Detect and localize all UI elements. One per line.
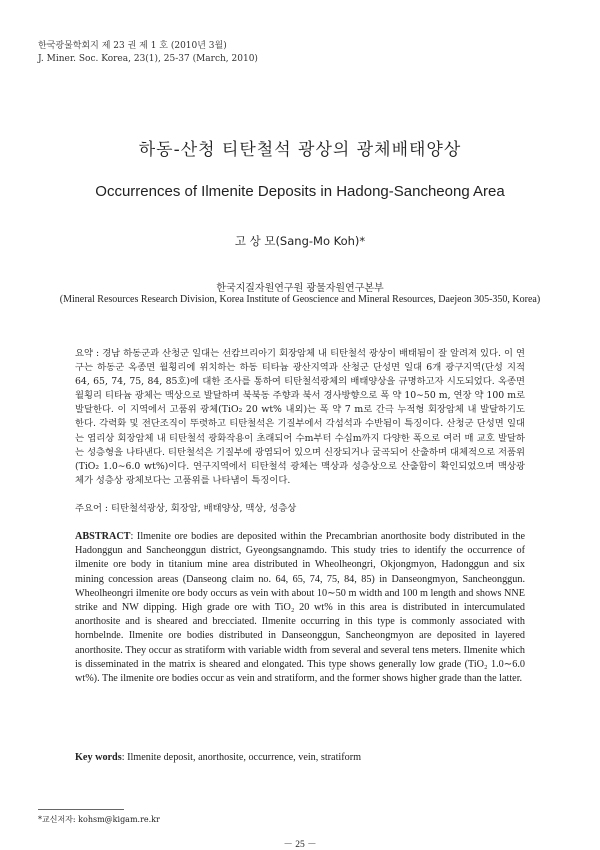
keywords-english xyxy=(75,752,525,763)
abstract-english xyxy=(75,530,525,686)
page-number: － 25 － xyxy=(283,840,317,850)
keywords-label: Key words xyxy=(75,752,122,763)
keywords-english-text: : Ilmenite deposit, anorthosite, occurrence, vein, stratiform xyxy=(121,752,362,763)
journal-citation-en: J. Miner. Soc. Korea, 23(1), 25-37 (March, 2010) xyxy=(38,54,258,64)
abstract-korean: 요약 : 경남 하동군과 산청군 일대는 선캄브리아기 회장암체 내 티탄철석 광상이 배태됨이 잘 알려져 있다. 이 연구는 하동군 옥종면 월횡리에 위치하는 하동 티타늄 광산지역과 산청군 단성면 일대 6개 광구지역(단성 지적 64, 65, 74, 75, 84, 85호)에 대한 조사를 통하여 티탄철석광체의 배태양상을 규명하고자 시도되었다. 옥종면 월횡리 티타늄 광체는 맥상으로 발달하며 북북동 주향과 북서 경사방향으로 폭 약 10∼50 m, 연장 약 100 m로 발달한다. 이 지역에서 고품위 광체(TiO₂ 20 wt% 내외)는 폭 약 7 m로 간극 누적형 회장암체 내 발달하기도 한다. 각력화 및 전단조직이 뚜렷하고 티탄철석은 기질부에서 각섬석과 수반됨이 특징이다. 산청군 단성면 일대는 엽리상 회장암체 내 티탄철석 광화작용이 초래되어 수m부터 수십m까지 다양한 폭으로 여러 매 교호 발달하는 성층형을 나타낸다. 티탄철석은 기질부에 광염되어 있으며 신장되거나 굴곡되어 산출하며 대체적으로 저품위(TiO₂ 1.0∼6.0 wt%)이다. 연구지역에서 티탄철석 광체는 맥상과 성층상으로 산출함이 확인되었으며 맥상광체가 성층상 광체보다는 고품위를 나타냄이 특징이다. xyxy=(75,348,525,486)
paper-title-english: Occurrences of Ilmenite Deposits in Hadong-Sancheong Area xyxy=(95,183,505,200)
footnote-divider xyxy=(38,809,124,810)
author-name: 고 상 모(Sang-Mo Koh)* xyxy=(234,234,366,248)
keywords-korean: 주요어 : 티탄철석광상, 회장암, 배태양상, 맥상, 성층상 xyxy=(75,503,297,514)
paper-title-korean: 하동-산청 티탄철석 광상의 광체배태양상 xyxy=(138,140,462,160)
affiliation-english: (Mineral Resources Research Division, Korea Institute of Geoscience and Mineral Resources, Daejeon 305-350, Korea) xyxy=(59,294,541,305)
journal-header xyxy=(38,40,258,66)
abstract-label: ABSTRACT xyxy=(75,531,131,542)
abstract-english-text: : Ilmenite ore bodies are deposited within the Precambrian anorthosite body distributed in the Hadonggun and Sancheonggun district, Gyeongsangnamdo. This study tries to identify the occurrence of ilmenite ore body in titanium mine area distributed in Wheolheongri, Okjongmyon, Hadonggun and six mining concession areas (Danseong claim no. 64, 65, 74, 75, 84, 85) in Danseongmyon, Sancheonggun. Wheolheongri ilmenite ore body occurs as vein with about 10∼50 m width and 100 m length and shows NNE strike and NW dipping. High grade ore with TiO₂ 20 wt% in this area is distributed in intercumulated anorthosite and is sheared and brecciated. Ilmenite occurring in this type is commonly associated with hornbelnde. Ilmenite ore bodies distributed in Danseonggun, Sancheongmyon are deposited in layered anorthosite. They occur as stratiform with variable width from several and several tens meters. Ilmenite which is disseminated in the matrix is sheared and elongated. This type shows generally low grade (TiO₂ 1.0∼6.0 wt%). The ilmenite ore bodies occur as vein and stratiform, and the former shows higher grade than the latter. xyxy=(75,531,525,685)
journal-citation-ko: 한국광물학회지 제 23 권 제 1 호 (2010년 3월) xyxy=(38,41,227,51)
affiliation-korean: 한국지질자원연구원 광물자원연구본부 xyxy=(216,283,384,294)
corresponding-author-footnote: *교신저자: kohsm@kigam.re.kr xyxy=(38,815,160,824)
